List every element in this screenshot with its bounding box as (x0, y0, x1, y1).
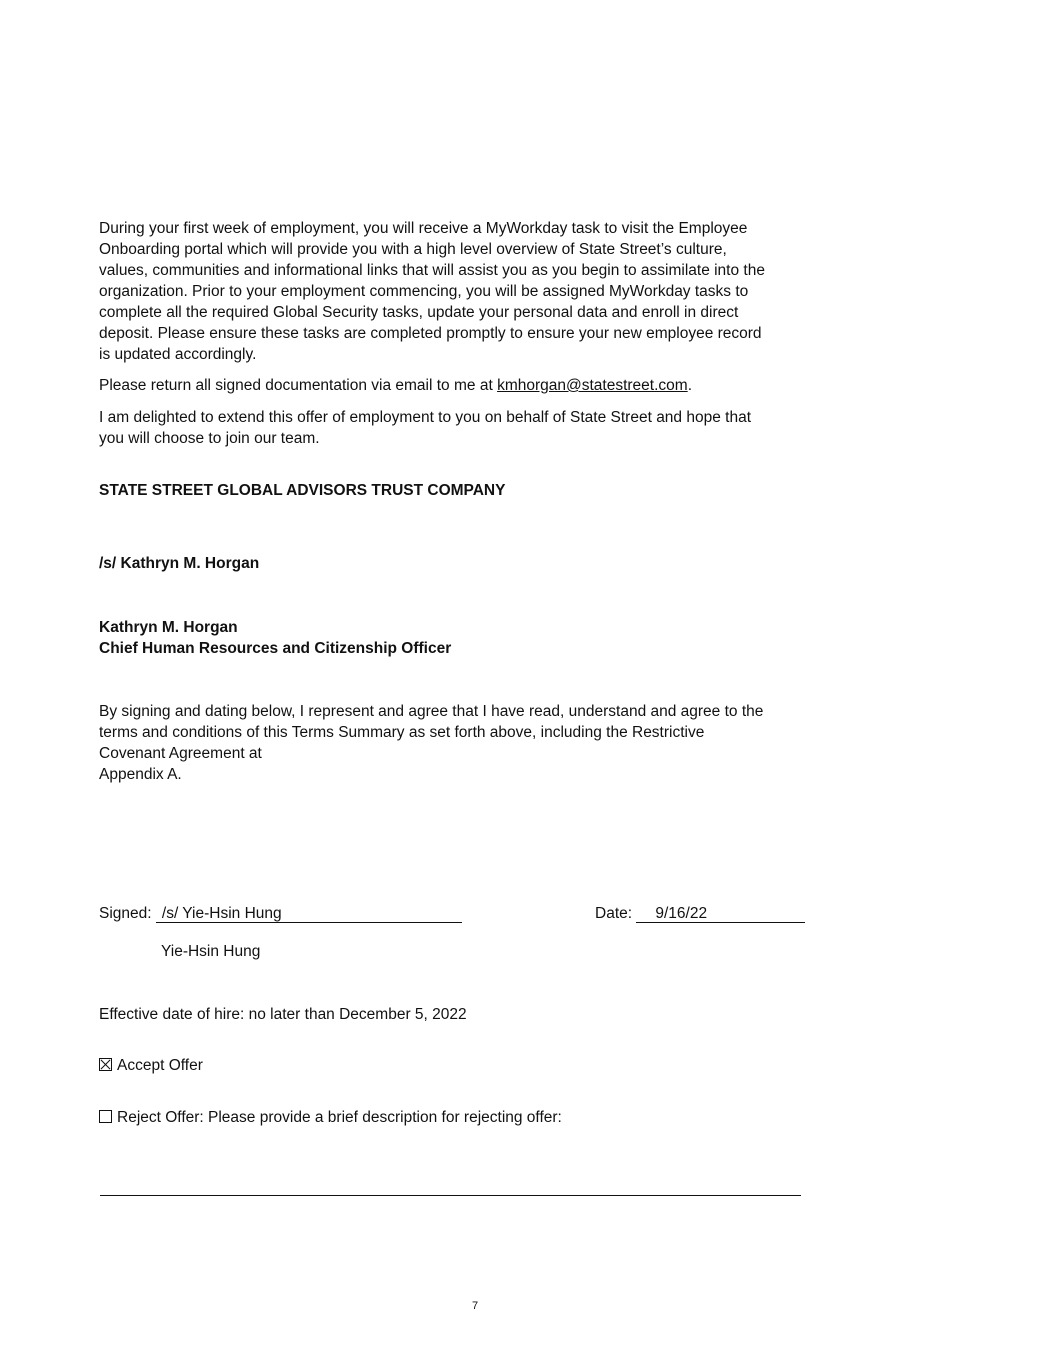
onboarding-line: deposit. Please ensure these tasks are completed promptly to ensure your new employee record (99, 325, 762, 342)
onboarding-paragraph (99, 218, 799, 365)
agreement-line: terms and conditions of this Terms Summary as set forth above, including the Restrictive (99, 724, 705, 741)
reject-offer-label: Reject Offer: Please provide a brief description for rejecting offer: (117, 1109, 562, 1126)
onboarding-line: complete all the required Global Security tasks, update your personal data and enroll in direct (99, 304, 739, 321)
onboarding-line: Onboarding portal which will provide you with a high level overview of State Street’s culture, (99, 241, 727, 258)
delighted-line: I am delighted to extend this offer of employment to you on behalf of State Street and hope that (99, 409, 751, 426)
signed-line (99, 903, 462, 924)
date-label: Date: (595, 905, 633, 922)
company-name: STATE STREET GLOBAL ADVISORS TRUST COMPANY (99, 482, 506, 499)
signer-name: Yie-Hsin Hung (161, 943, 261, 960)
onboarding-line: organization. Prior to your employment commencing, you will be assigned MyWorkday tasks to (99, 283, 749, 300)
agreement-line: By signing and dating below, I represent and agree that I have read, understand and agree to the (99, 703, 764, 720)
email-link[interactable]: kmhorgan@statestreet.com (497, 377, 688, 394)
onboarding-line: is updated accordingly. (99, 346, 257, 363)
return-documentation-period: . (687, 377, 692, 394)
accept-offer-option[interactable] (99, 1055, 203, 1076)
agreement-line: Covenant Agreement at (99, 745, 262, 762)
return-documentation-sentence (99, 375, 692, 396)
date-line (595, 903, 805, 924)
agreement-line: Appendix A. (99, 766, 182, 783)
rejection-description-line[interactable] (100, 1195, 801, 1196)
return-documentation-text: Please return all signed documentation via email to me at (99, 377, 498, 394)
page-number: 7 (471, 1300, 479, 1312)
reject-offer-option[interactable] (99, 1107, 562, 1128)
accept-offer-label: Accept Offer (117, 1057, 203, 1074)
signed-label: Signed: (99, 905, 152, 922)
accept-offer-checkbox[interactable] (99, 1058, 112, 1071)
delighted-paragraph (99, 407, 799, 449)
effective-date: Effective date of hire: no later than December 5, 2022 (99, 1006, 467, 1023)
officer-title: Chief Human Resources and Citizenship Officer (99, 640, 452, 657)
officer-signature: /s/ Kathryn M. Horgan (99, 555, 260, 572)
officer-name: Kathryn M. Horgan (99, 619, 238, 636)
onboarding-line: During your first week of employment, you will receive a MyWorkday task to visit the Employee (99, 220, 748, 237)
delighted-line: you will choose to join our team. (99, 430, 320, 447)
date-field[interactable]: 9/16/22 (636, 905, 805, 923)
onboarding-line: values, communities and informational links that will assist you as you begin to assimilate into the (99, 262, 765, 279)
reject-offer-checkbox[interactable] (99, 1110, 112, 1123)
signature-field[interactable]: /s/ Yie-Hsin Hung (156, 905, 462, 923)
agreement-paragraph (99, 701, 799, 785)
